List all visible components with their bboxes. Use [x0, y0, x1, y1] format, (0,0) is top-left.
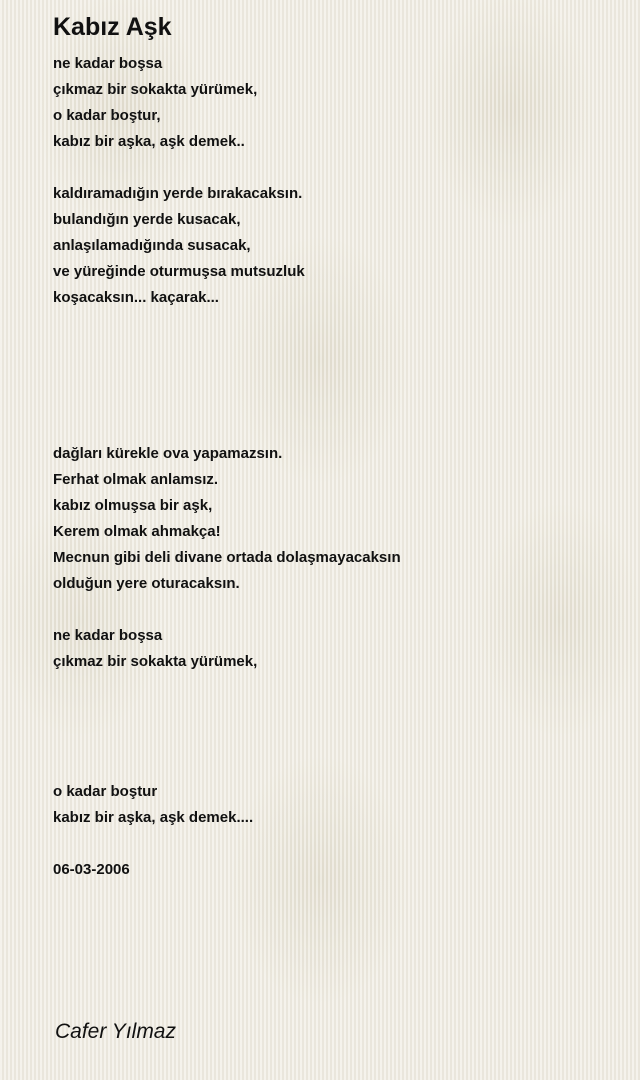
poem-title: Kabız Aşk	[53, 13, 172, 41]
poem-line: çıkmaz bir sokakta yürümek,	[53, 81, 258, 98]
poem-line: anlaşılamadığında susacak,	[53, 237, 251, 254]
poem-line	[53, 155, 613, 181]
poem-line	[53, 701, 613, 727]
poem-line	[53, 753, 613, 779]
poem-line: koşacaksın... kaçarak...	[53, 289, 219, 306]
poem-line: 06-03-2006	[53, 861, 130, 878]
poem-line: dağları kürekle ova yapamazsın.	[53, 445, 283, 462]
poem-line: ve yüreğinde oturmuşsa mutsuzluk	[53, 263, 305, 280]
poem-author: Cafer Yılmaz	[55, 1020, 176, 1043]
poem-line	[53, 363, 613, 389]
poem-line: Ferhat olmak anlamsız.	[53, 471, 219, 488]
poem-line	[53, 597, 613, 623]
poem-line: olduğun yere oturacaksın.	[53, 575, 240, 592]
poem-line: kaldıramadığın yerde bırakacaksın.	[53, 185, 303, 202]
poem-line: ne kadar boşsa	[53, 627, 163, 644]
poem-line	[53, 831, 613, 857]
poem-line: ne kadar boşsa	[53, 55, 163, 72]
poem-line: çıkmaz bir sokakta yürümek,	[53, 653, 258, 670]
poem-line: kabız bir aşka, aşk demek....	[53, 809, 254, 826]
poem-line: kabız olmuşsa bir aşk,	[53, 497, 213, 514]
poem-line: kabız bir aşka, aşk demek..	[53, 133, 245, 150]
poem-line	[53, 337, 613, 363]
poem-line: Mecnun gibi deli divane ortada dolaşmayacaksın	[53, 549, 401, 566]
poem-line	[53, 415, 613, 441]
poem-line: bulandığın yerde kusacak,	[53, 211, 241, 228]
poem-line	[53, 311, 613, 337]
poem-line: o kadar boştur,	[53, 107, 161, 124]
poem-line	[53, 675, 613, 701]
poem-line: o kadar boştur	[53, 783, 158, 800]
poem-line	[53, 389, 613, 415]
poem-body	[53, 51, 613, 883]
poem-line: Kerem olmak ahmakça!	[53, 523, 221, 540]
poem-line	[53, 727, 613, 753]
